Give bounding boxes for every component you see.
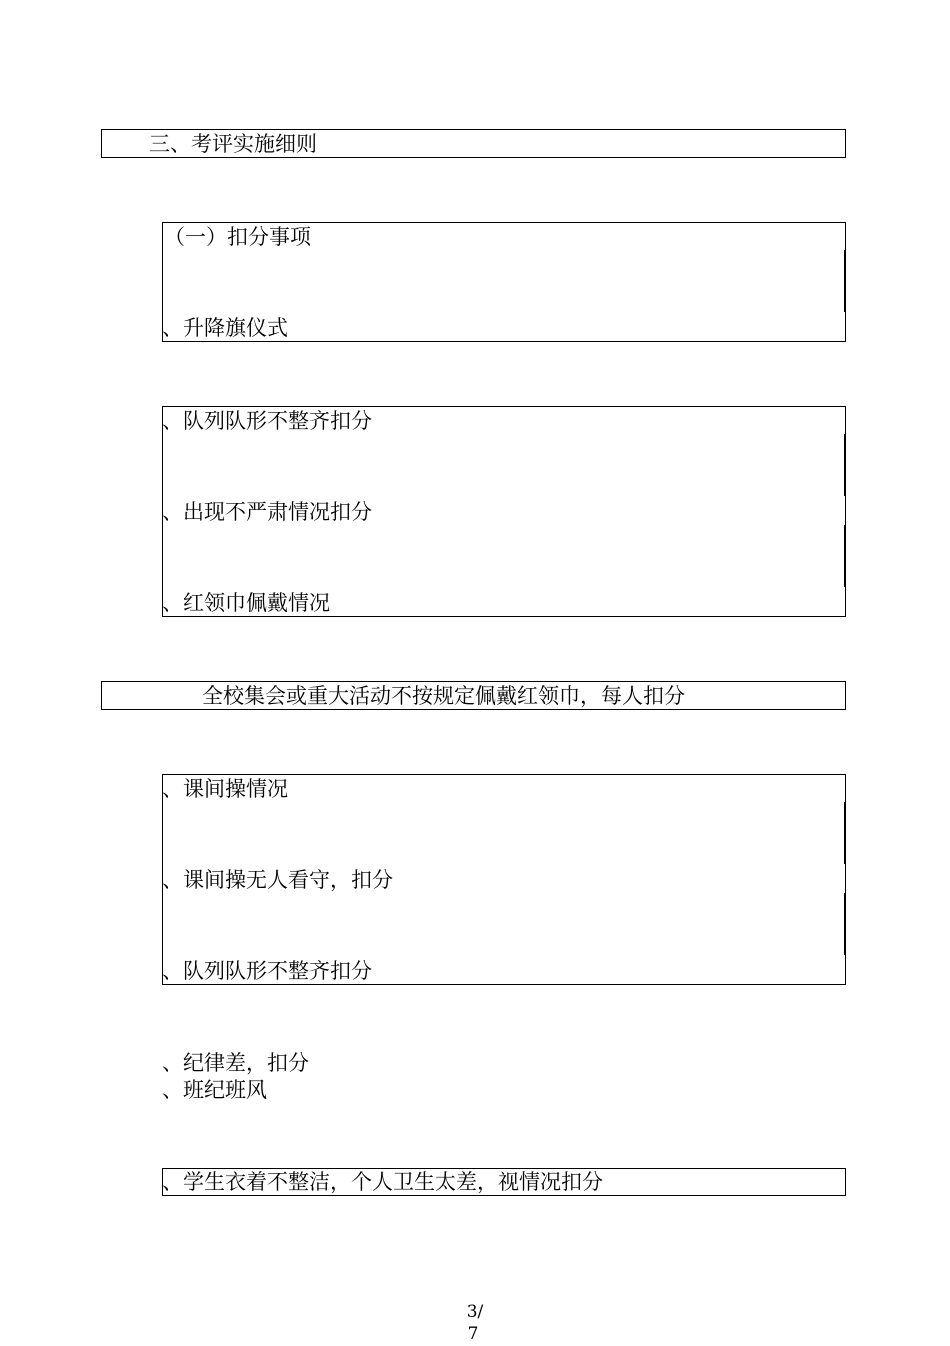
deductions-heading: （一）扣分事项 — [164, 225, 311, 249]
page-number-current: 3/ — [466, 1302, 484, 1322]
item-red-scarf-rule: 全校集会或重大活动不按规定佩戴红领巾，每人扣分 — [202, 684, 685, 708]
margin-tick — [844, 434, 845, 496]
item-formation-uneven: 、队列队形不整齐扣分 — [162, 409, 372, 433]
item-exercise-formation: 、队列队形不整齐扣分 — [162, 959, 372, 983]
item-class-style: 、班纪班风 — [162, 1078, 267, 1102]
item-hygiene: 、学生衣着不整洁，个人卫生太差，视情况扣分 — [162, 1170, 603, 1194]
section-title: 三、考评实施细则 — [149, 132, 317, 156]
margin-tick — [844, 893, 845, 955]
item-red-scarf: 、红领巾佩戴情况 — [162, 591, 330, 615]
item-exercise-unattended: 、课间操无人看守，扣分 — [162, 868, 393, 892]
item-discipline: 、纪律差，扣分 — [162, 1051, 309, 1075]
item-not-serious: 、出现不严肃情况扣分 — [162, 500, 372, 524]
margin-tick — [844, 525, 845, 587]
item-exercise: 、课间操情况 — [162, 777, 288, 801]
margin-tick — [844, 250, 845, 312]
page-number-total: 7 — [467, 1324, 479, 1344]
margin-tick — [844, 802, 845, 864]
item-flag-ceremony: 、升降旗仪式 — [162, 316, 288, 340]
